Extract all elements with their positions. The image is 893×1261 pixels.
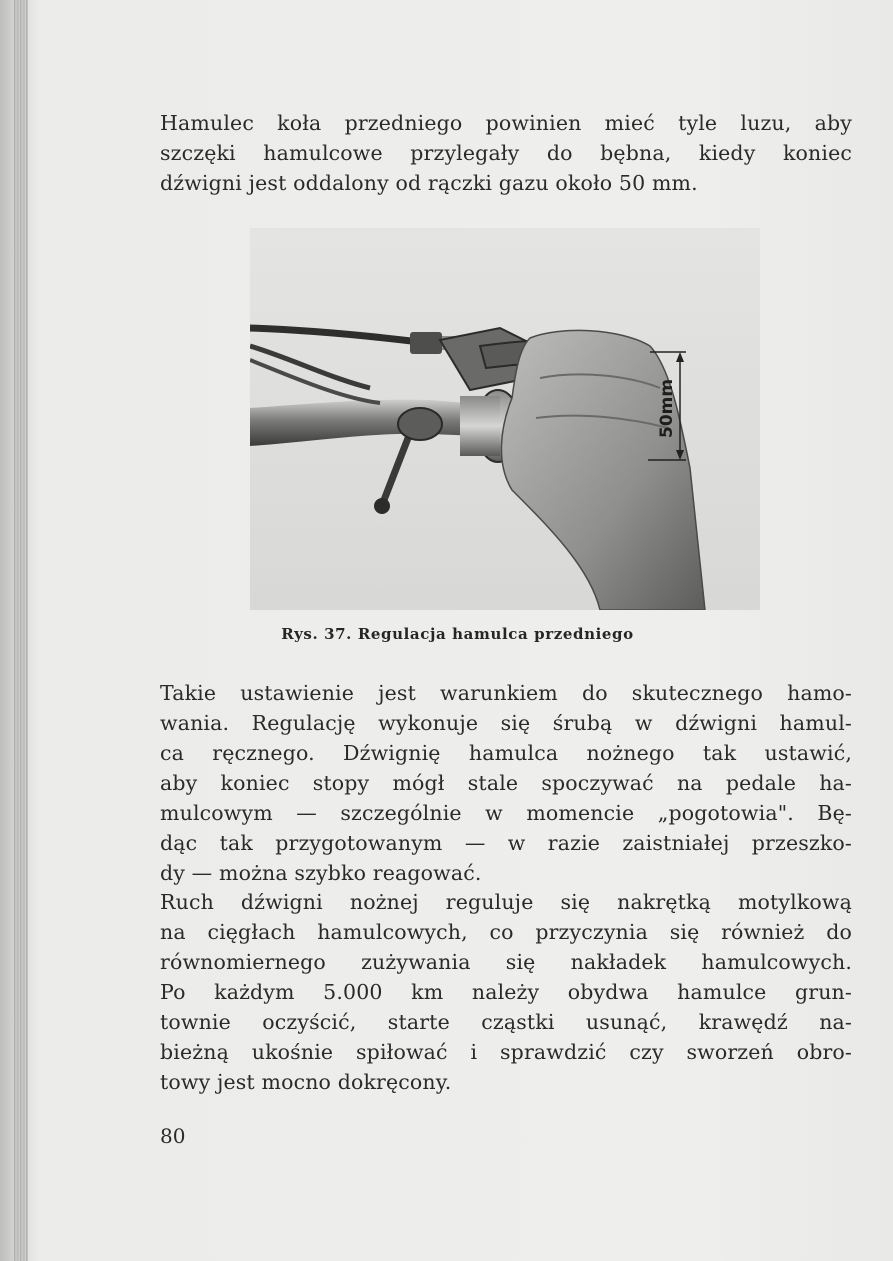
text-line: townie oczyścić, starte cząstki usunąć, krawędź na- — [160, 1010, 852, 1034]
text-line: bieżną ukośnie spiłować i sprawdzić czy sworzeń obro- — [160, 1040, 852, 1064]
text-line: Takie ustawienie jest warunkiem do skutecznego hamo- — [160, 681, 852, 705]
text-line: aby koniec stopy mógł stale spoczywać na pedale ha- — [160, 771, 852, 795]
paragraph-brake-play — [160, 108, 852, 198]
text-line: Hamulec koła przedniego powinien mieć tyle luzu, aby — [160, 111, 852, 135]
text-line: szczęki hamulcowe przylegały do bębna, kiedy koniec — [160, 141, 852, 165]
text-line: ca ręcznego. Dźwignię hamulca nożnego tak ustawić, — [160, 741, 852, 765]
figure-caption — [160, 625, 755, 643]
text-line: mulcowym — szczególnie w momencie „pogotowia". Bę- — [160, 801, 852, 825]
caption-number: Rys. 37. — [281, 625, 352, 643]
book-spine-shadow — [14, 0, 28, 1261]
text-line: równomiernego zużywania się nakładek hamulcowych. — [160, 950, 852, 974]
paragraph-brake-setting — [160, 678, 852, 888]
measure-label: 50mm — [657, 378, 677, 438]
caption-text: Regulacja hamulca przedniego — [357, 625, 634, 643]
text-line: Po każdym 5.000 km należy obydwa hamulce grun- — [160, 980, 852, 1004]
cable-adjuster — [410, 332, 442, 354]
figure-brake-lever-photo — [250, 228, 760, 610]
text-line: Ruch dźwigni nożnej reguluje się nakrętką motylkową — [160, 890, 852, 914]
text-line: towy jest mocno dokręcony. — [160, 1070, 452, 1094]
page-number: 80 — [160, 1124, 186, 1148]
text-line: dźwigni jest oddalony od rączki gazu około 50 mm. — [160, 171, 698, 195]
text-line: na cięgłach hamulcowych, co przyczynia się również do — [160, 920, 852, 944]
paragraph-foot-brake-maintenance — [160, 887, 852, 1097]
text-line: wania. Regulację wykonuje się śrubą w dźwigni hamul- — [160, 711, 852, 735]
text-line: dąc tak przygotowanym — w razie zaistniałej przeszko- — [160, 831, 852, 855]
text-line: dy — można szybko reagować. — [160, 861, 482, 885]
